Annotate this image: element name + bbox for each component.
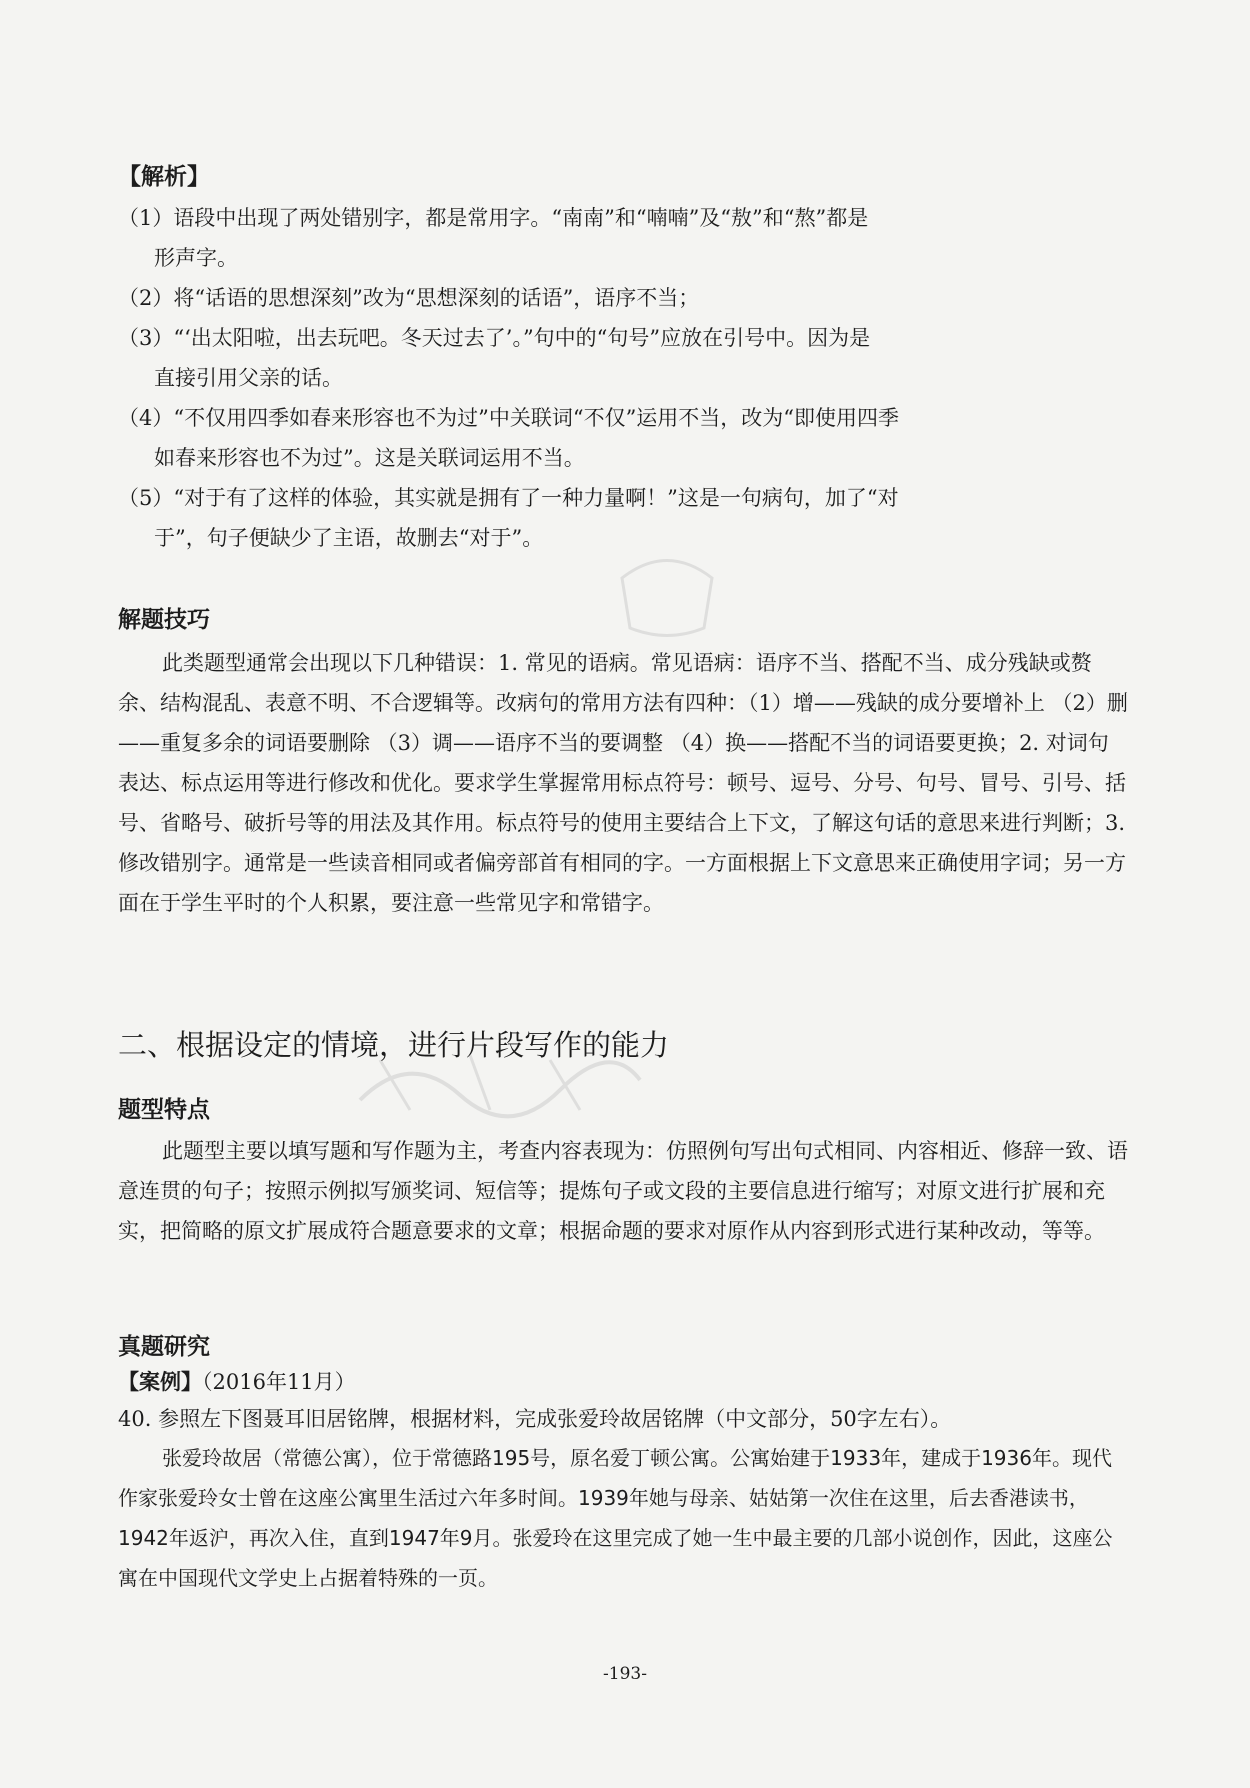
analysis-line: （3）“‘出太阳啦，出去玩吧。冬天过去了’。”句中的“句号”应放在引号中。因为是 [118,326,871,350]
features-section [118,1093,1128,1251]
analysis-line: （5）“对于有了这样的体验，其实就是拥有了一种力量啊！”这是一句病句，加了“对 [118,486,899,510]
question-text: 40. 参照左下图聂耳旧居铭牌，根据材料，完成张爱玲故居铭牌（中文部分，50字左右）。 [118,1407,952,1431]
analysis-line: 形声字。 [154,246,238,270]
research-heading: 真题研究 [118,1334,210,1360]
analysis-line: 直接引用父亲的话。 [154,366,343,390]
analysis-line: （1）语段中出现了两处错别字，都是常用字。“南南”和“喃喃”及“敖”和“熬”都是 [118,206,869,230]
tips-heading: 解题技巧 [118,607,210,633]
tips-body: 此类题型通常会出现以下几种错误：1. 常见的语病。常见语病：语序不当、搭配不当、成分残缺或赘余、结构混乱、表意不明、不合逻辑等。改病句的常用方法有四种：（1）增——残缺的成分要增补上 （2）删——重复多余的词语要删除 （3）调——语序不当的要调整 （4）换——搭配不当的词语要更换；2. 对词句表达、标点运用等进行修改和优化。要求学生掌握常用标点符号：顿号、逗号、分号、句号、冒号、引号、括号、省略号、破折号等的用法及其作用。标点符号的使用主要结合上下文，了解这句话的意思来进行判断；3.修改错别字。通常是一些读音相同或者偏旁部首有相同的字。一方面根据上下文意思来正确使用字词；另一方面在于学生平时的个人积累，要注意一些常见字和常错字。 [118,651,1128,915]
case-line [118,1364,1128,1400]
case-label: 【案例】 [118,1370,202,1394]
section2-title: 二、根据设定的情境，进行片段写作的能力 [118,1028,670,1062]
features-heading: 题型特点 [118,1097,210,1123]
analysis-line: （2）将“话语的思想深刻”改为“思想深刻的话语”，语序不当； [118,286,700,310]
analysis-line: 如春来形容也不为过”。这是关联词运用不当。 [154,446,585,470]
analysis-line: （4）“不仅用四季如春来形容也不为过”中关联词“不仅”运用不当，改为“即使用四季 [118,406,900,430]
case-date: （2016年11月） [202,1370,356,1394]
material-text: 张爱玲故居（常德公寓），位于常德路195号，原名爱丁顿公寓。公寓始建于1933年，建成于1936年。现代作家张爱玲女士曾在这座公寓里生活过六年多时间。1939年她与母亲、姑姑第一次住在这里，后去香港读书，1942年返沪，再次入住，直到1947年9月。张爱玲在这里完成了她一生中最主要的几部小说创作，因此，这座公寓在中国现代文学史上占据着特殊的一页。 [118,1446,1113,1590]
research-section [118,1330,1128,1598]
page-number: -193- [603,1664,647,1684]
tips-section [118,603,1128,923]
analysis-section [118,160,1128,558]
features-body: 此题型主要以填写题和写作题为主，考查内容表现为：仿照例句写出句式相同、内容相近、修辞一致、语意连贯的句子；按照示例拟写颁奖词、短信等；提炼句子或文段的主要信息进行缩写；对原文进行扩展和充实，把简略的原文扩展成符合题意要求的文章；根据命题的要求对原作从内容到形式进行某种改动，等等。 [118,1139,1128,1243]
analysis-heading: 【解析】 [118,164,210,190]
section-title [118,1023,1128,1067]
analysis-line: 于”，句子便缺少了主语，故删去“对于”。 [154,526,544,550]
